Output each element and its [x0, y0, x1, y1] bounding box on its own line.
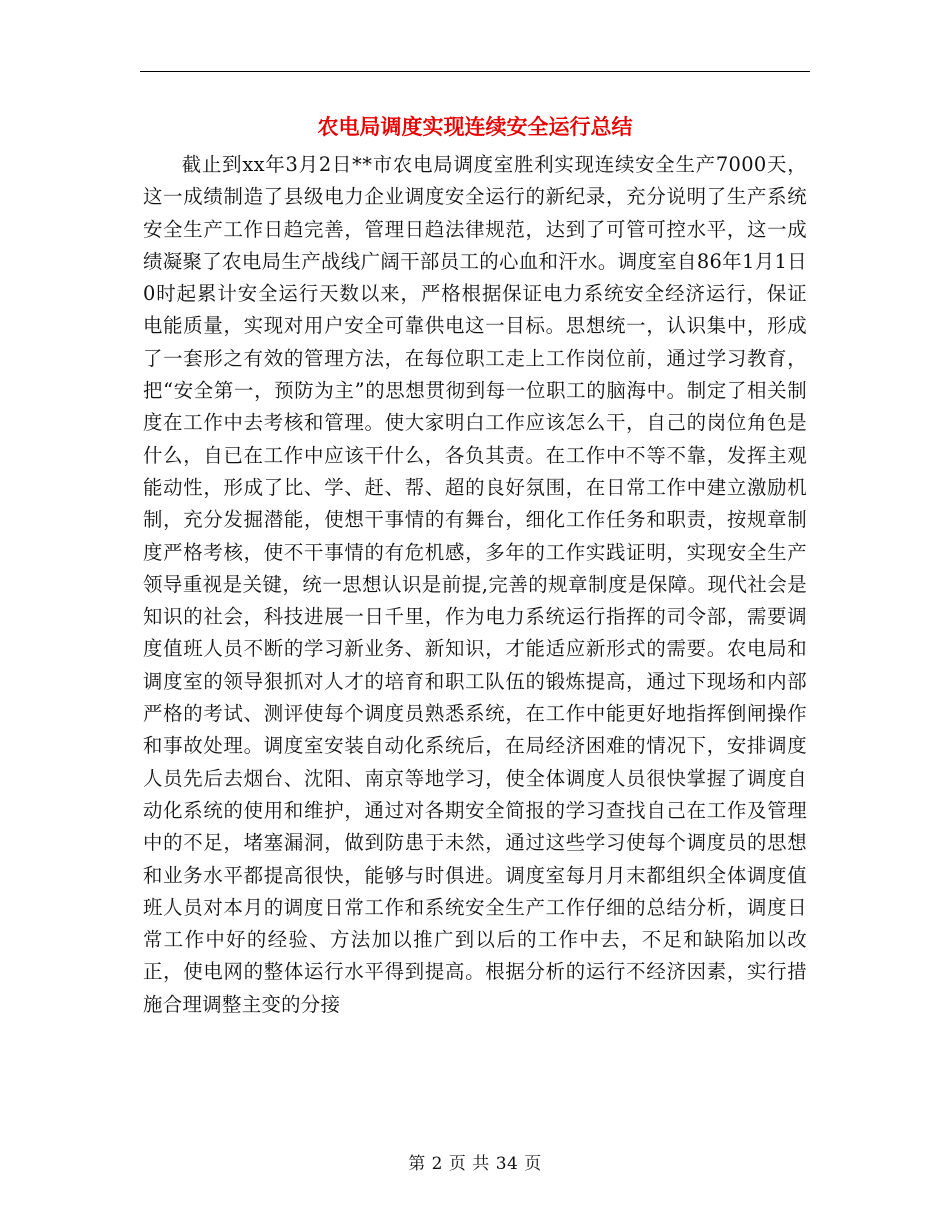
body-paragraph: 截止到xx年3月2日**市农电局调度室胜利实现连续安全生产7000天，这一成绩制造了县级电力企业调度安全运行的新纪录，充分说明了生产系统安全生产工作日趋完善，管理日趋法律规范，达到了可管可控水平，这一成绩凝聚了农电局生产战线广阔干部员工的心血和汗水。调度室自86年1月1日0时起累计安全运行天数以来，严格根据保证电力系统安全经济运行，保证电能质量，实现对用户安全可靠供电这一目标。思想统一，认识集中，形成了一套形之有效的管理方法，在每位职工走上工作岗位前，通过学习教育，把“安全第一，预防为主”的思想贯彻到每一位职工的脑海中。制定了相关制度在工作中去考核和管理。使大家明白工作应该怎么干，自己的岗位角色是什么，自已在工作中应该干什么，各负其责。在工作中不等不靠，发挥主观能动性，形成了比、学、赶、帮、超的良好氛围，在日常工作中建立激励机制，充分发掘潜能，使想干事情的有舞台，细化工作任务和职责，按规章制度严格考核，使不干事情的有危机感，多年的工作实践证明，实现安全生产领导重视是关键，统一思想认识是前提,完善的规章制度是保障。现代社会是知识的社会，科技进展一日千里，作为电力系统运行指挥的司令部，需要调度值班人员不断的学习新业务、新知识，才能适应新形式的需要。农电局和调度室的领导狠抓对人才的培育和职工队伍的锻炼提高，通过下现场和内部严格的考试、测评使每个调度员熟悉系统，在工作中能更好地指挥倒闸操作和事故处理。调度室安装自动化系统后，在局经济困难的情况下，安排调度人员先后去烟台、沈阳、南京等地学习，使全体调度人员很快掌握了调度自动化系统的使用和维护，通过对各期安全简报的学习查找自己在工作及管理中的不足，堵塞漏洞，做到防患于未然，通过这些学习使每个调度员的思想和业务水平都提高很快，能够与时俱进。调度室每月月末都组织全体调度值班人员对本月的调度日常工作和系统安全生产工作仔细的总结分析，调度日常工作中好的经验、方法加以推广到以后的工作中去，不足和缺陷加以改正，使电网的整体运行水平得到提高。根据分析的运行不经济因素，实行措施合理调整主变的分接: [143, 153, 807, 1016]
page-footer: [0, 1152, 950, 1176]
footer-prefix: 第: [408, 1154, 426, 1174]
current-page-number: 2: [431, 1154, 443, 1174]
total-pages-number: 34: [495, 1154, 519, 1174]
footer-suffix: 页: [524, 1154, 542, 1174]
header-rule: [140, 71, 810, 72]
page-title: 农电局调度实现连续安全运行总结: [317, 115, 633, 139]
footer-middle: 页 共: [448, 1154, 490, 1174]
